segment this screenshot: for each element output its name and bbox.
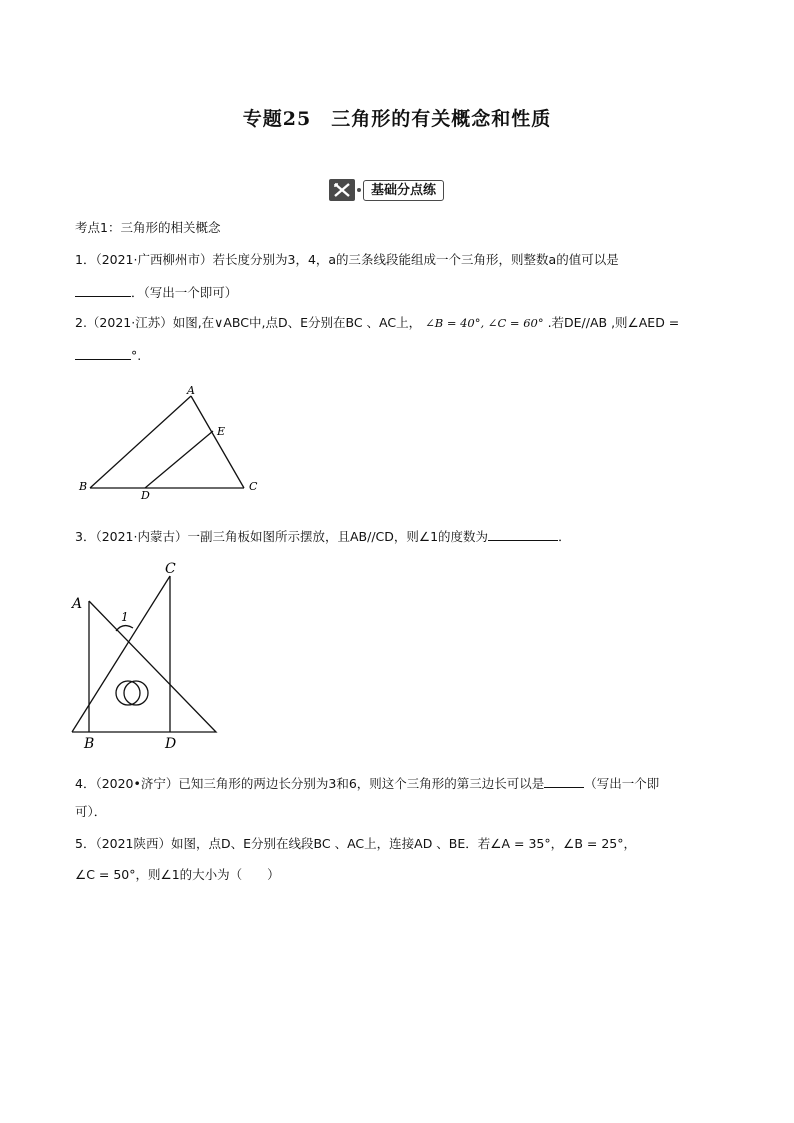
label-a: A <box>187 384 195 397</box>
label-d: D <box>165 736 177 752</box>
section-badge <box>329 179 444 201</box>
set-squares-figure-q3 <box>66 556 226 756</box>
question-2-tail: °. <box>131 348 142 363</box>
answer-blank[interactable] <box>75 284 131 297</box>
question-3-text: 3．（2021·内蒙古）一副三角板如图所示摆放，且AB//CD，则∠1的度数为 <box>75 529 489 544</box>
answer-blank[interactable] <box>544 775 584 788</box>
label-a: A <box>72 596 83 612</box>
answer-blank[interactable] <box>75 347 131 360</box>
question-2-line-2 <box>75 347 141 364</box>
label-e: E <box>217 425 226 438</box>
question-4-tail: （写出一个即 <box>584 776 660 791</box>
question-5-line-1: 5．（2021陕西）如图，点D、E分别在线段BC 、AC上，连接AD 、BE．若∠A = 35°，∠B = 25°， <box>75 836 636 851</box>
label-angle-1: 1 <box>121 610 129 624</box>
question-2-angles: ∠B = 40°, ∠C = 60° <box>425 316 544 330</box>
page-title: 专题25 三角形的有关概念和性质 <box>242 108 552 130</box>
crossed-pencil-icon <box>329 179 355 201</box>
set-square-1 <box>72 601 216 732</box>
label-c: C <box>249 480 258 493</box>
segment-de <box>145 431 213 488</box>
question-1-tail: ．（写出一个即可） <box>131 285 238 300</box>
triangle-figure-q2 <box>70 382 270 502</box>
question-4-line-1 <box>75 775 659 792</box>
question-5-line-2: ∠C = 50°，则∠1的大小为（ ） <box>75 867 280 882</box>
question-4-line-2: 可）． <box>75 804 107 819</box>
answer-blank[interactable] <box>488 528 558 541</box>
set-square-2-hypotenuse <box>72 576 170 732</box>
question-2-line-1 <box>75 315 679 331</box>
topic-heading: 考点1：三角形的相关概念 <box>75 220 221 235</box>
question-4-text: 4．（2020•济宁）已知三角形的两边长分别为3和6，则这个三角形的第三边长可以是 <box>75 776 545 791</box>
question-3-line <box>75 528 571 545</box>
section-label: 基础分点练 <box>363 180 444 201</box>
question-3-end: ． <box>558 529 571 544</box>
question-1-line-2 <box>75 284 237 301</box>
question-1-line-1: 1．（2021·广西柳州市）若长度分别为3，4，a的三条线段能组成一个三角形，则整数a的值可以是 <box>75 252 619 267</box>
label-d: D <box>141 489 150 502</box>
side-ab <box>90 396 191 488</box>
label-b: B <box>84 736 95 752</box>
question-2-prefix: 2.（2021·江苏）如图,在∨ABC中,点D、E分别在BC 、AC上， <box>75 315 422 330</box>
angle-1-arc <box>116 626 133 631</box>
badge-connector-dot <box>357 188 361 192</box>
label-b: B <box>79 480 88 493</box>
question-2-suffix: .若DE//AB ,则∠AED = <box>547 315 680 330</box>
label-c: C <box>165 561 176 577</box>
